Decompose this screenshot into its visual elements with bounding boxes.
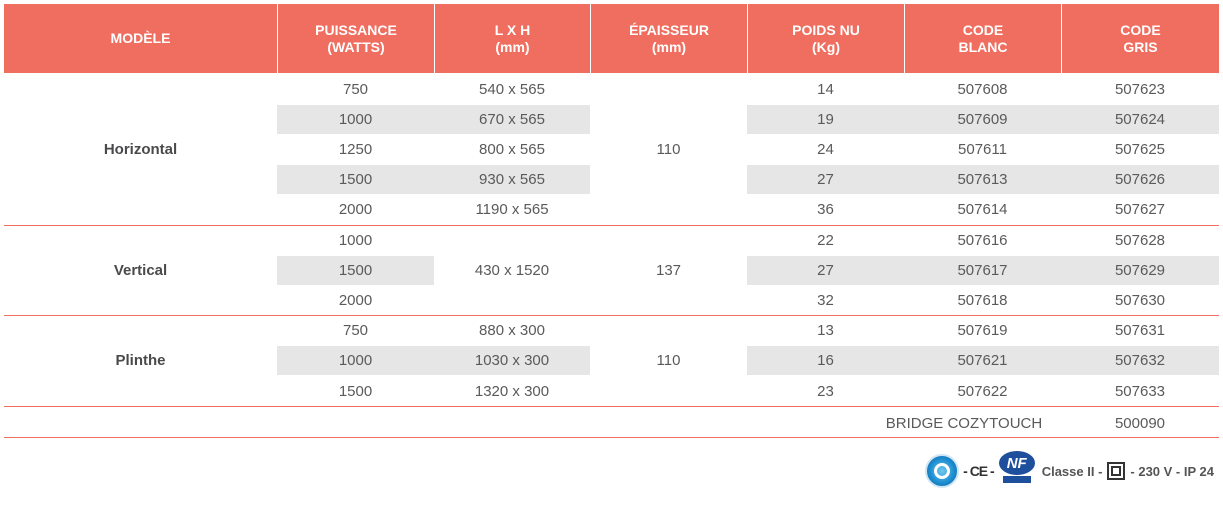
weight-cell: 19: [817, 110, 834, 128]
power-cell: 1000: [338, 231, 373, 249]
code-white-cell: 507608: [957, 80, 1008, 98]
model-label: Vertical: [113, 261, 168, 279]
dims-cell: 930 x 565: [479, 171, 545, 189]
header-power: PUISSANCE (WATTS): [277, 4, 434, 73]
dims-cell: 800 x 565: [479, 140, 545, 158]
code-white-cell: 507611: [958, 140, 1007, 158]
code-white-cell: 507618: [957, 291, 1008, 309]
nf-text: NF: [999, 451, 1035, 475]
weight-cell: 14: [817, 80, 834, 98]
power-cell: 750: [342, 322, 369, 340]
dims-cell: 540 x 565: [479, 80, 545, 98]
rule-bottom: [4, 437, 1219, 438]
weight-cell: 13: [817, 322, 834, 340]
power-cell: 1500: [338, 171, 373, 189]
code-grey-cell: 507623: [1114, 80, 1166, 98]
header-code-white: CODE BLANC: [904, 4, 1061, 73]
code-white-cell: 507622: [957, 382, 1008, 400]
code-white-cell: 507619: [957, 322, 1008, 340]
weight-cell: 22: [817, 231, 834, 249]
bridge-code: 500090: [1114, 414, 1166, 432]
code-grey-cell: 507630: [1114, 291, 1166, 309]
code-white-cell: 507613: [957, 171, 1008, 189]
weight-cell: 23: [817, 382, 834, 400]
code-white-cell: 507616: [957, 231, 1008, 249]
voltage-label: - 230 V - IP 24: [1130, 463, 1214, 479]
model-label: Plinthe: [115, 352, 166, 370]
dims-cell: 430 x 1520: [474, 261, 550, 279]
code-grey-cell: 507624: [1114, 110, 1166, 128]
code-white-cell: 507609: [957, 110, 1008, 128]
power-cell: 1000: [338, 352, 373, 370]
power-cell: 2000: [338, 201, 373, 219]
power-cell: 1000: [338, 110, 373, 128]
code-white-cell: 507617: [957, 261, 1008, 279]
weight-cell: 16: [817, 352, 834, 370]
thickness-cell: 110: [656, 352, 681, 370]
ce-mark: - CE -: [963, 463, 994, 479]
rule-bridge-top: [4, 406, 1219, 407]
code-white-cell: 507614: [957, 201, 1008, 219]
power-cell: 1250: [338, 140, 373, 158]
code-grey-cell: 507629: [1114, 261, 1166, 279]
nf-mark-icon: [998, 451, 1036, 491]
code-grey-cell: 507627: [1114, 201, 1166, 219]
code-grey-cell: 507628: [1114, 231, 1166, 249]
dims-cell: 880 x 300: [479, 322, 545, 340]
power-cell: 2000: [338, 291, 373, 309]
code-white-cell: 507621: [957, 352, 1008, 370]
header-thickness: ÉPAISSEUR (mm): [590, 4, 747, 73]
dims-cell: 670 x 565: [479, 110, 545, 128]
header-weight: POIDS NU (Kg): [747, 4, 904, 73]
weight-cell: 32: [817, 291, 834, 309]
thickness-cell: 137: [655, 261, 682, 279]
header-model: MODÈLE: [4, 4, 277, 73]
code-grey-cell: 507631: [1114, 322, 1166, 340]
weight-cell: 27: [817, 171, 834, 189]
code-grey-cell: 507625: [1114, 140, 1166, 158]
label-logo-icon: [925, 454, 959, 488]
thickness-cell: 110: [656, 141, 681, 158]
code-grey-cell: 507626: [1114, 171, 1166, 189]
dims-cell: 1190 x 565: [475, 201, 549, 219]
certification-footer: [925, 450, 1216, 492]
code-grey-cell: 507632: [1114, 352, 1166, 370]
code-grey-cell: 507633: [1114, 382, 1166, 400]
model-label: Horizontal: [103, 141, 178, 158]
header-code-grey: CODE GRIS: [1061, 4, 1219, 73]
dims-cell: 1030 x 300: [474, 352, 550, 370]
dims-cell: 1320 x 300: [474, 382, 550, 400]
header-dims: L X H (mm): [434, 4, 590, 73]
power-cell: 1500: [338, 261, 373, 279]
class-ii-icon: [1107, 462, 1125, 480]
weight-cell: 27: [817, 261, 834, 279]
classe-label: Classe II -: [1041, 463, 1103, 479]
power-cell: 1500: [338, 382, 373, 400]
weight-cell: 24: [817, 140, 834, 158]
weight-cell: 36: [817, 201, 834, 219]
bridge-label: BRIDGE COZYTOUCH: [885, 414, 1043, 432]
power-cell: 750: [342, 80, 369, 98]
